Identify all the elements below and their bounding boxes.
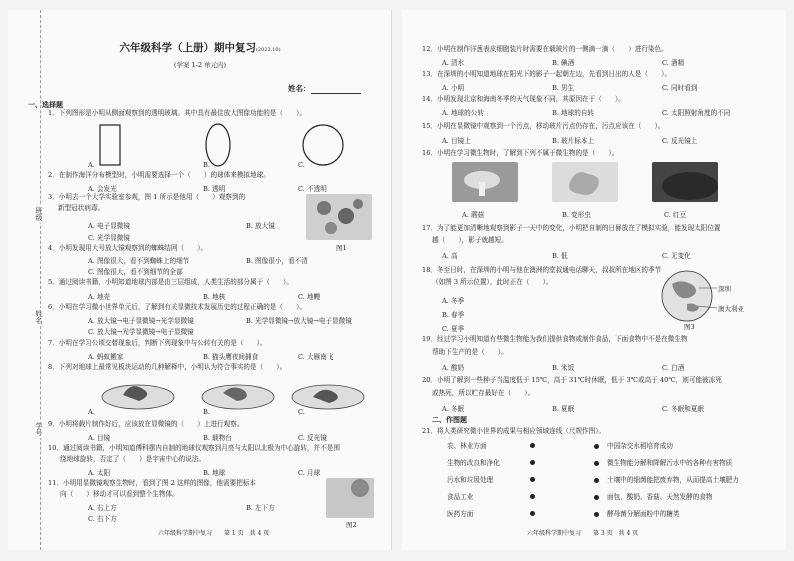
q13-option-c: C. 同时看到 bbox=[662, 84, 698, 92]
q15-option-b: B. 玻片标本上 bbox=[552, 137, 595, 145]
question-11-line2: 向（ ）移动才可以看到整个生物体。 bbox=[60, 490, 179, 498]
q10-option-a: A. 太阳 bbox=[88, 469, 111, 477]
label-shenzhen: 深圳 bbox=[718, 285, 731, 293]
question-12: 12．小明在制作洋葱表皮细胞装片时需要在载玻片的一侧滴一滴（ ）进行染色。 bbox=[422, 45, 668, 53]
q16-option-b: B. 变形虫 bbox=[562, 211, 591, 219]
title-note: (2023.10) bbox=[255, 47, 281, 53]
fold-line bbox=[40, 10, 41, 550]
left-page-footer: 六年级科学期中复习 第 1 页 共 4 页 bbox=[158, 530, 270, 537]
q19-option-c: C. 白酒 bbox=[662, 364, 685, 372]
question-17-line1: 17．为了能更加清晰地观察到影子一天中的变化，小明把自制的日晷放在了模拟实验，能发现太阳位置 bbox=[422, 224, 721, 232]
question-10-line2: 绕地球旋转，否定了（ ）是宇宙中心的说法。 bbox=[60, 455, 206, 463]
microscope-view-photo bbox=[326, 478, 374, 518]
q19-option-b: B. 米饭 bbox=[552, 364, 575, 372]
q18-option-c: C. 夏季 bbox=[442, 325, 465, 333]
lens-c-circle bbox=[303, 125, 343, 165]
plate-diagram-a bbox=[102, 385, 174, 409]
microorganism bbox=[351, 479, 369, 497]
virus-particle bbox=[338, 208, 354, 224]
binding-margin bbox=[6, 10, 46, 550]
q8-option-c: C. bbox=[298, 408, 305, 416]
question-17-line2: 越（ ），影子就越短。 bbox=[432, 236, 508, 244]
match-left-4: 食品工业 bbox=[447, 493, 474, 501]
match-right-4[interactable]: 面包、酸奶、香菇、天然发酵的食物 bbox=[594, 491, 713, 501]
q14-option-c: C. 太阳照射角度的不同 bbox=[662, 109, 731, 117]
q12-option-c: C. 酒精 bbox=[662, 59, 685, 67]
q18-option-b: B. 春季 bbox=[442, 311, 465, 319]
match-right-2[interactable]: 微生物能分解和降解污水中的各种有害物质 bbox=[594, 457, 732, 467]
question-5: 5．通过阅读书籍，小明知道地球内部是由三层组成，人类生活的部分属于（ ）。 bbox=[48, 278, 293, 286]
globe-diagram bbox=[647, 266, 737, 324]
q3-option-c: C. 光学显微镜 bbox=[88, 234, 130, 242]
q20-option-c: C. 冬眠和夏眠 bbox=[662, 405, 704, 413]
question-11-line1: 11．小明用显微镜观察生物时，看到了图 2 这样的图像，他需要把标本 bbox=[48, 479, 256, 487]
virus-photo bbox=[306, 194, 372, 240]
question-20-line2: 或热死，所以贮存最好在（ ）。 bbox=[432, 389, 535, 397]
section-choice: 一、选择题 bbox=[28, 100, 63, 109]
label-australia: 澳大利亚 bbox=[718, 305, 744, 313]
amoeba-shape bbox=[569, 172, 599, 195]
question-7: 7．小明在学习公顷交替现象后，判断下列现象中与公转有关的是（ ）。 bbox=[48, 339, 267, 347]
q15-option-a: A. 目镜上 bbox=[442, 137, 471, 145]
lens-a-rect bbox=[100, 125, 120, 165]
q19-option-a: A. 酸奶 bbox=[442, 364, 465, 372]
question-21: 21．将人类研究微小世界的成果与相应领域连线（尺规作图）。 bbox=[422, 427, 606, 435]
question-18-line1: 18．冬至日时，在深圳的小明与他在澳洲的堂叔通电话聊天，叔叔所在地区的季节 bbox=[422, 266, 662, 274]
q7-option-b: B. 猫头鹰夜间捕食 bbox=[203, 353, 259, 361]
q9-option-a: A. 目镜 bbox=[88, 434, 111, 442]
q17-option-c: C. 无变化 bbox=[662, 252, 691, 260]
q15-option-c: C. 反光镜上 bbox=[662, 137, 698, 145]
q7-option-c: C. 大雁南飞 bbox=[298, 353, 334, 361]
match-left-dot[interactable] bbox=[530, 492, 543, 500]
plate-diagram-c bbox=[292, 385, 364, 409]
q13-option-a: A. 小明 bbox=[442, 84, 465, 92]
q12-option-a: A. 清水 bbox=[442, 59, 465, 67]
question-6: 6．小明在学习微小世界单元后，了解到有关显微技术发展历史的过程正确的是（ ）。 bbox=[48, 303, 307, 311]
virus-particle bbox=[353, 199, 363, 209]
red-bean-photo bbox=[652, 162, 718, 202]
question-3-line2: 新型冠状病毒。 bbox=[58, 204, 105, 212]
match-left-dot[interactable] bbox=[530, 509, 543, 517]
match-left-2: 生物的改良和净化 bbox=[447, 459, 500, 467]
q18-option-a: A. 冬季 bbox=[442, 297, 465, 305]
q14-option-a: A. 地球的公转 bbox=[442, 109, 484, 117]
section-drawing: 二、作图题 bbox=[432, 415, 467, 424]
match-right-3[interactable]: 土壤中的细菌能把废弃物，从而提高土壤肥力 bbox=[594, 474, 739, 484]
q20-option-b: B. 夏眠 bbox=[552, 405, 575, 413]
q9-option-b: B. 载物台 bbox=[203, 434, 232, 442]
q20-option-a: A. 冬眠 bbox=[442, 405, 465, 413]
match-left-1: 农、林业方面 bbox=[447, 442, 487, 450]
mushroom-photo bbox=[452, 162, 518, 202]
question-4: 4．小明发现用大号放大镜观察到的蜘蛛结网（ ）。 bbox=[48, 244, 208, 252]
lens-b-oval bbox=[206, 124, 230, 166]
q6-option-c: C. 放大镜→光学显微镜→电子显微镜 bbox=[88, 328, 194, 336]
question-15: 15．小明在显微镜中观察到一个污点，移动玻片污点仍存在，污点应该在（ ）。 bbox=[422, 122, 665, 130]
figure-2-caption: 图2 bbox=[346, 521, 357, 529]
q6-option-a: A. 放大镜→电子显微镜→光学显微镜 bbox=[88, 317, 194, 325]
q17-option-a: A. 高 bbox=[442, 252, 458, 260]
question-3-line1: 3．小明去一个大学实验室参观，图 1 所示是他用（ ）观察到的 bbox=[48, 193, 246, 201]
match-left-5: 医药方面 bbox=[447, 510, 474, 518]
q6-option-b: B. 光学显微镜→放大镜→电子显微镜 bbox=[246, 317, 352, 325]
q8-option-a: A. bbox=[88, 408, 95, 416]
q8-option-b: B. bbox=[203, 408, 210, 416]
q7-option-a: A. 蚂蚁搬家 bbox=[88, 353, 124, 361]
page-title: 六年级科学（上册）期中复习(2023.10) bbox=[119, 42, 281, 54]
plate-diagrams bbox=[98, 375, 368, 413]
question-19-line2: 帮助下生产的是（ ）。 bbox=[432, 348, 508, 356]
match-left-dot[interactable] bbox=[530, 441, 543, 449]
question-18-line2: （如图 3 所示位置），此时正在（ ）。 bbox=[432, 278, 553, 286]
q4-option-c: C. 图像很大，看不到细节的全部 bbox=[88, 268, 183, 276]
q17-option-b: B. 低 bbox=[552, 252, 568, 260]
q3-option-a: A. 电子显微镜 bbox=[88, 222, 130, 230]
question-9: 9．小明将载片制作好后，应该放在显微镜的（ ）上进行观察。 bbox=[48, 420, 244, 428]
match-right-5[interactable]: 酵母菌分解面粉中的糖类 bbox=[594, 508, 680, 518]
question-16: 16．小明在学习微生物时，了解到下列不属于微生物的是（ ）。 bbox=[422, 149, 619, 157]
q16-option-c: C. 红豆 bbox=[664, 211, 687, 219]
q1-option-a: A. bbox=[88, 161, 95, 169]
q9-option-c: C. 反光镜 bbox=[298, 434, 327, 442]
q13-option-b: B. 男生 bbox=[552, 84, 575, 92]
match-left-dot[interactable] bbox=[530, 458, 543, 466]
q5-option-c: C. 地幔 bbox=[298, 293, 321, 301]
mushroom-stem bbox=[479, 182, 485, 196]
question-19-line1: 19．经过学习小明知道有些微生物能为我们提供食物或制作食品，下面食物中不是在微生物 bbox=[422, 335, 688, 343]
plate-diagram-b bbox=[202, 385, 274, 409]
name-field[interactable]: 姓名： bbox=[288, 83, 361, 94]
q5-option-a: A. 地壳 bbox=[88, 293, 111, 301]
q14-option-b: B. 地球的自转 bbox=[552, 109, 595, 117]
match-left-3: 污水和垃圾处理 bbox=[447, 476, 494, 484]
q10-option-b: B. 地球 bbox=[203, 469, 226, 477]
figure-3-caption: 图3 bbox=[684, 323, 695, 331]
question-10-line1: 10．通过阅读书籍，小明知道傅科摆内自制的地球仪观察到月亮与太阳以北极为中心旋转，并不是围 bbox=[48, 444, 340, 452]
q11-option-a: A. 右上方 bbox=[88, 504, 117, 512]
right-page-footer: 六年级科学期中复习 第 3 页 共 4 页 bbox=[527, 530, 639, 537]
question-20-line1: 20．小明了解到一些种子当温度低于 15℃，高于 31℃时休眠，低于 3℃或高于 40℃，则可能被冻死 bbox=[422, 376, 722, 384]
q11-option-b: B. 左下方 bbox=[246, 504, 275, 512]
amoeba-photo bbox=[552, 162, 618, 202]
sidebar-name-label: 姓名 bbox=[35, 310, 43, 324]
q3-option-b: B. 放大镜 bbox=[246, 222, 275, 230]
virus-particle bbox=[325, 222, 337, 234]
q1-option-c: C. bbox=[298, 161, 305, 169]
left-page bbox=[8, 10, 392, 550]
page-subtitle: (学案 1-2 单元内) bbox=[173, 61, 227, 69]
q12-option-b: B. 碘酒 bbox=[552, 59, 575, 67]
q11-option-c: C. 右下方 bbox=[88, 515, 117, 523]
q2-option-c: C. 不透明 bbox=[298, 185, 327, 193]
question-14: 14．小明发现北京和海南冬季的天气现象不同，其原因在于（ ）。 bbox=[422, 95, 625, 103]
name-blank[interactable] bbox=[311, 85, 361, 94]
match-left-dot[interactable] bbox=[530, 475, 543, 483]
question-8: 8．下列对地球上最常见板块运动的几种解释中，小明认为符合事实的是（ ）。 bbox=[48, 363, 287, 371]
virus-particle bbox=[317, 201, 331, 215]
q16-option-a: A. 蘑菇 bbox=[462, 211, 485, 219]
q2-option-a: A. 会发光 bbox=[88, 185, 117, 193]
right-page bbox=[402, 10, 786, 550]
bean-pile bbox=[662, 172, 718, 200]
question-2: 2．在制作海洋分布模型时，小明需要选择一个（ ）的球体来模拟地球。 bbox=[48, 171, 270, 179]
q10-option-c: C. 月球 bbox=[298, 469, 321, 477]
q1-option-b: B. bbox=[203, 161, 210, 169]
lens-shapes bbox=[98, 121, 358, 167]
match-right-1[interactable]: 中国杂交水稻培育成功 bbox=[594, 440, 673, 450]
question-13: 13．在深圳的小明知道地球在阳光下的影子一起朝左边，先看到日出的人是（ ）。 bbox=[422, 70, 672, 78]
sidebar-class-label: 班级 bbox=[35, 207, 43, 221]
q2-option-b: B. 透明 bbox=[203, 185, 226, 193]
figure-1-caption: 图1 bbox=[336, 244, 347, 252]
q5-option-b: B. 地核 bbox=[203, 293, 226, 301]
question-1: 1．下列图形是小明从侧面观察到的透明玻璃。其中具有最佳放大图像功能的是（ ）。 bbox=[48, 109, 307, 117]
sidebar-number-label: 学号 bbox=[35, 422, 43, 436]
q4-option-b: B. 图像很小，看不清 bbox=[246, 257, 308, 265]
q4-option-a: A. 图像很大，看不到蜘蛛上的细节 bbox=[88, 257, 190, 265]
